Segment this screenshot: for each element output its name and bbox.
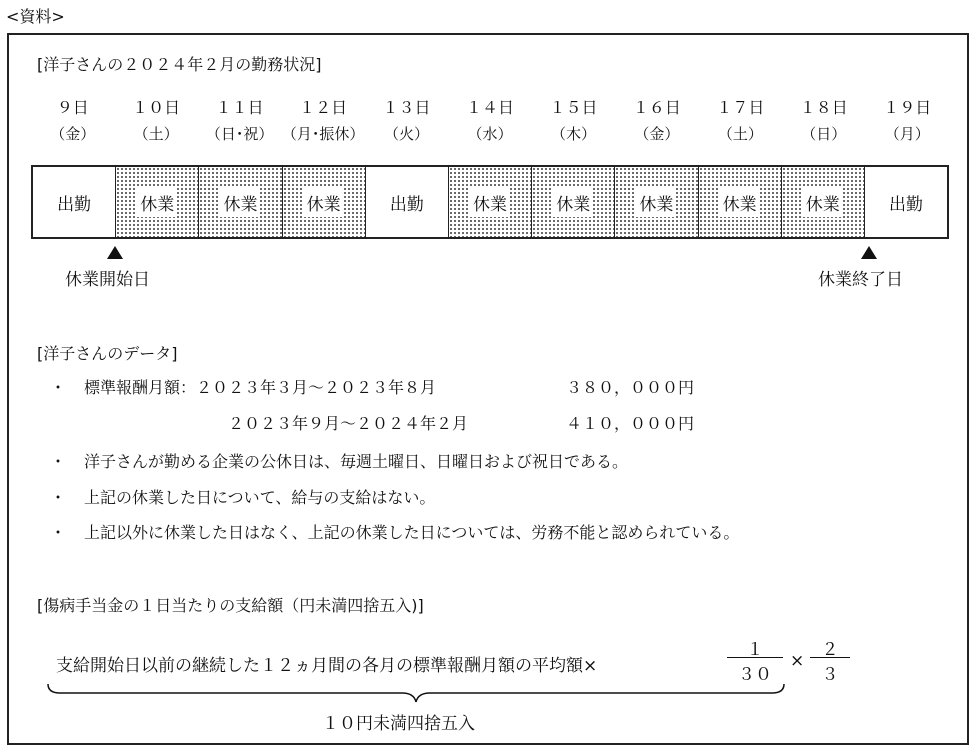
calendar-cell-status: 休業 (470, 188, 510, 217)
day-header (281, 95, 365, 144)
day-weekday: （火） (384, 125, 430, 143)
formula-main-text: 支給開始日以前の継続した１２ヵ月間の各月の標準報酬月額の平均額× (56, 656, 598, 676)
day-weekday: （月） (884, 125, 930, 143)
calendar-cell-work (33, 167, 116, 237)
calendar-cell-status: 休業 (636, 188, 676, 217)
bullet-dot: ・ (50, 452, 67, 471)
day-weekday: （日） (801, 125, 847, 143)
calendar-cell-work (366, 167, 449, 237)
day-header (365, 95, 449, 144)
day-weekday: （日･祝） (205, 125, 274, 143)
day-weekday: （月･振休） (281, 125, 365, 143)
formula-times: × (790, 651, 805, 671)
day-date: １３日 (382, 98, 431, 117)
calendar-cell-status: 休業 (803, 188, 843, 217)
calendar-cell-leave (699, 167, 782, 237)
calendar-cell-leave (532, 167, 615, 237)
start-marker-triangle (107, 246, 123, 259)
day-header (698, 95, 782, 144)
calendar-cell-leave (116, 167, 199, 237)
formula-fraction-1 (727, 635, 783, 685)
calendar-cell-status: 出勤 (888, 194, 923, 215)
underbrace (46, 682, 786, 704)
day-date: １４日 (465, 98, 514, 117)
day-weekday: （土） (717, 125, 763, 143)
day-date: １９日 (883, 98, 932, 117)
bullet-holidays (50, 449, 628, 472)
salary-amount-2: ４１０，０００円 (566, 414, 695, 433)
fraction-2-denominator: ３ (810, 657, 850, 685)
day-weekday: （金） (634, 125, 680, 143)
day-date: １８日 (799, 98, 848, 117)
end-marker-label: 休業終了日 (818, 270, 903, 290)
calendar-cell-status: 出勤 (57, 194, 92, 215)
bullet-dot: ・ (50, 523, 67, 542)
fraction-2-numerator: ２ (821, 640, 839, 660)
day-date: １７日 (716, 98, 765, 117)
fraction-1-denominator: ３０ (727, 657, 783, 685)
day-header (114, 95, 198, 144)
day-date: １２日 (299, 98, 348, 117)
formula-heading: [傷病手当金の１日当たりの支給額（円未満四捨五入)] (37, 596, 424, 615)
formula-fraction-2 (810, 635, 850, 685)
bullet-unable-to-work-text: 上記以外に休業した日はなく、上記の休業した日については、労務不能と認められている。 (84, 523, 740, 542)
day-header (31, 95, 115, 144)
bullet-no-salary-text: 上記の休業した日について、給与の支給はない。 (84, 488, 436, 507)
calendar-cell-status: 休業 (137, 188, 177, 217)
bullet-holidays-text: 洋子さんが勤める企業の公休日は、毎週土曜日、日曜日および祝日である。 (84, 452, 629, 471)
calendar-cell-leave (449, 167, 532, 237)
calendar-cell-status: 出勤 (389, 194, 424, 215)
calendar-cell-work (865, 167, 947, 237)
start-marker-label: 休業開始日 (65, 270, 150, 290)
calendar-cell-leave (615, 167, 698, 237)
day-date: １０日 (132, 98, 181, 117)
end-marker-triangle (861, 246, 877, 259)
salary-amount-1: ３８０，０００円 (566, 378, 695, 397)
bullet-dot: ・ (50, 488, 67, 507)
bullet-no-salary (50, 485, 435, 508)
day-date: ９日 (56, 98, 89, 117)
bullet-unable-to-work (50, 520, 739, 543)
calendar-cell-status: 休業 (304, 188, 344, 217)
bullet-dot: ・ (50, 378, 67, 397)
calendar-cell-leave (199, 167, 282, 237)
day-header (782, 95, 866, 144)
document-label: <資料> (6, 7, 65, 26)
brace-note: １０円未満四捨五入 (322, 714, 475, 734)
calendar-cell-status: 休業 (553, 188, 593, 217)
attendance-heading: [洋子さんの２０２４年２月の勤務状況] (37, 55, 322, 74)
day-weekday: （金） (50, 125, 96, 143)
day-date: １６日 (632, 98, 681, 117)
salary-label: 標準報酬月額： (84, 378, 197, 397)
data-heading: [洋子さんのデータ] (37, 344, 178, 363)
day-date: １５日 (549, 98, 598, 117)
day-date: １１日 (215, 98, 264, 117)
day-header (448, 95, 532, 144)
day-weekday: （土） (133, 125, 179, 143)
day-header (531, 95, 615, 144)
salary-period-1: ２０２３年３月～２０２３年８月 (196, 378, 437, 397)
day-header (198, 95, 282, 144)
day-weekday: （木） (550, 125, 596, 143)
salary-row-1 (50, 375, 436, 398)
calendar-cell-status: 休業 (220, 188, 260, 217)
salary-period-2: ２０２３年９月～２０２４年２月 (228, 414, 469, 433)
day-header (615, 95, 699, 144)
day-weekday: （水） (467, 125, 513, 143)
calendar-cell-status: 休業 (720, 188, 760, 217)
calendar-cell-leave (283, 167, 366, 237)
calendar-cell-leave (782, 167, 865, 237)
fraction-1-numerator: １ (746, 640, 764, 660)
day-header (865, 95, 949, 144)
attendance-calendar (31, 165, 949, 239)
